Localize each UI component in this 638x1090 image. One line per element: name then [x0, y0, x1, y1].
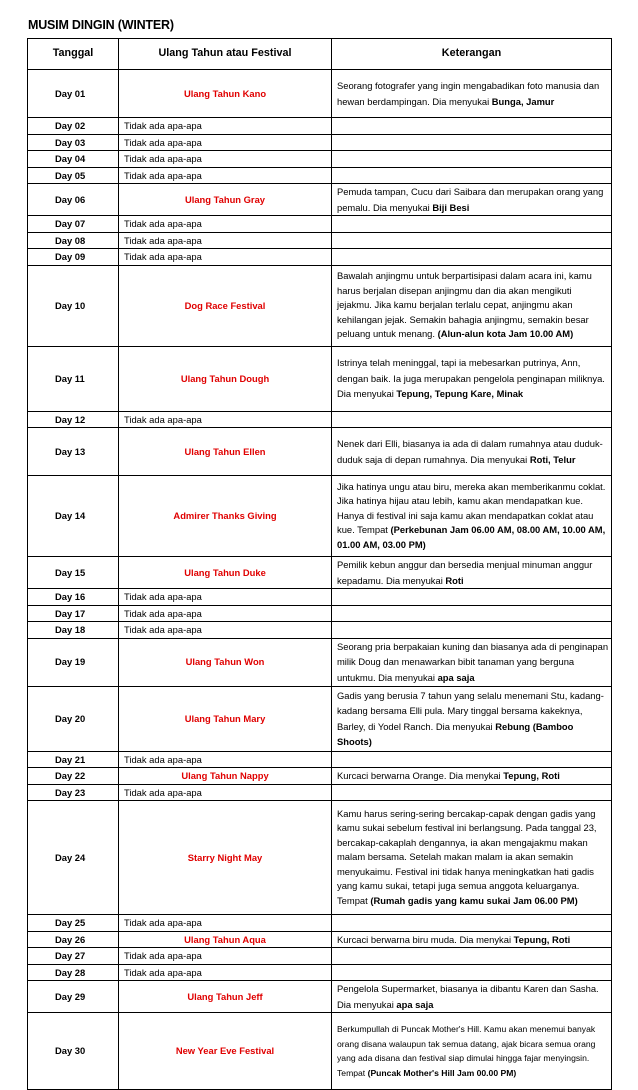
table-row: [28, 1013, 612, 1090]
festival-cell: New Year Eve Festival: [119, 1013, 332, 1090]
description-cell: [332, 622, 612, 639]
description-text: Pemilik kebun anggur dan bersedia menjual minuman anggur kepadamu. Dia menyukai: [337, 559, 593, 586]
day-cell: Day 17: [28, 605, 119, 622]
header-festival: Ulang Tahun atau Festival: [119, 39, 332, 70]
description-cell: [332, 151, 612, 168]
no-event-cell: Tidak ada apa-apa: [119, 784, 332, 801]
day-cell: Day 18: [28, 622, 119, 639]
no-event-cell: Tidak ada apa-apa: [119, 118, 332, 135]
day-cell: Day 15: [28, 557, 119, 589]
description-cell: [332, 428, 612, 476]
description-highlight: (Puncak Mother's Hill Jam 00.00 PM): [367, 1067, 517, 1078]
description-highlight: Roti: [445, 574, 464, 586]
description-cell: [332, 1013, 612, 1090]
header-tanggal: Tanggal: [28, 39, 119, 70]
festival-cell: Dog Race Festival: [119, 265, 332, 346]
description-cell: [332, 557, 612, 589]
table-row: [28, 134, 612, 151]
day-cell: Day 29: [28, 981, 119, 1013]
no-event-cell: Tidak ada apa-apa: [119, 964, 332, 981]
no-event-cell: Tidak ada apa-apa: [119, 134, 332, 151]
table-row: [28, 184, 612, 216]
table-row: [28, 638, 612, 686]
description-highlight: Tepung, Tepung Kare, Minak: [396, 388, 524, 400]
table-row: [28, 622, 612, 639]
description-text: Seorang pria berpakaian kuning dan biasanya ada di penginapan milik Doug dan menawarkan bibit tanaman yang berguna untukmu. Dia menyukai: [337, 640, 609, 683]
festival-cell: Ulang Tahun Won: [119, 638, 332, 686]
day-cell: Day 28: [28, 964, 119, 981]
day-cell: Day 11: [28, 346, 119, 411]
description-highlight: Bunga, Jamur: [491, 95, 555, 107]
description-highlight: (Alun-alun kota Jam 10.00 AM): [437, 328, 574, 340]
description-text: Pemuda tampan, Cucu dari Saibara dan merupakan orang yang pemalu. Dia menyukai: [337, 186, 604, 213]
day-cell: Day 27: [28, 948, 119, 965]
description-cell: [332, 118, 612, 135]
header-keterangan: Keterangan: [332, 39, 612, 70]
description-cell: [332, 981, 612, 1013]
day-cell: Day 20: [28, 686, 119, 751]
description-cell: [332, 232, 612, 249]
day-cell: Day 12: [28, 411, 119, 428]
description-text: Kurcaci berwarna Orange. Dia menykai: [337, 770, 504, 781]
description-cell: [332, 249, 612, 266]
table-row: [28, 346, 612, 411]
description-text: Bawalah anjingmu untuk berpartisipasi dalam acara ini, kamu harus berjalan disepan anjingmu dan dia akan mengikuti jejakmu. Jika kamu berjalan terlalu cepat, anjingmu akan kehilangan jejak. Semakin bahagia anjingmu, semakin besar peluang untuk menang.: [337, 270, 592, 340]
description-text: Nenek dari Elli, biasanya ia ada di dalam rumahnya atau duduk-duduk saja di depan rumahnya. Dia menyukai: [337, 438, 603, 465]
description-highlight: Biji Besi: [432, 201, 470, 213]
festival-cell: Ulang Tahun Aqua: [119, 931, 332, 948]
description-cell: [332, 265, 612, 346]
description-text: Istrinya telah meninggal, tapi ia mebesarkan putrinya, Ann, dengan baik. Ia juga merupakan pengelola penginapan miliknya. Dia menyukai: [337, 357, 605, 400]
festival-cell: Ulang Tahun Dough: [119, 346, 332, 411]
description-cell: [332, 411, 612, 428]
description-cell: [332, 784, 612, 801]
no-event-cell: Tidak ada apa-apa: [119, 411, 332, 428]
table-row: [28, 948, 612, 965]
festival-cell: Ulang Tahun Mary: [119, 686, 332, 751]
day-cell: Day 22: [28, 768, 119, 785]
table-row: [28, 151, 612, 168]
description-text: Gadis yang berusia 7 tahun yang selalu menemani Stu, kadang-kadang bersama Elli pula. Mary tinggal bersama kakeknya, Barley, di Yodel Ranch. Dia menyukai: [337, 689, 604, 732]
description-highlight: (Perkebunan Jam 06.00 AM, 08.00 AM, 10.00 AM, 01.00 AM, 03.00 PM): [337, 524, 606, 550]
table-row: [28, 428, 612, 476]
no-event-cell: Tidak ada apa-apa: [119, 232, 332, 249]
no-event-cell: Tidak ada apa-apa: [119, 915, 332, 932]
day-cell: Day 02: [28, 118, 119, 135]
table-row: [28, 167, 612, 184]
description-text: Seorang fotografer yang ingin mengabadikan foto manusia dan hewan berdampingan. Dia menyukai: [337, 80, 600, 107]
day-cell: Day 09: [28, 249, 119, 266]
table-row: [28, 249, 612, 266]
day-cell: Day 13: [28, 428, 119, 476]
table-row: [28, 232, 612, 249]
day-cell: Day 25: [28, 915, 119, 932]
day-cell: Day 10: [28, 265, 119, 346]
festival-cell: Ulang Tahun Duke: [119, 557, 332, 589]
table-row: [28, 931, 612, 948]
table-row: [28, 265, 612, 346]
table-row: [28, 768, 612, 785]
day-cell: Day 07: [28, 216, 119, 233]
description-cell: [332, 476, 612, 557]
no-event-cell: Tidak ada apa-apa: [119, 605, 332, 622]
day-cell: Day 21: [28, 751, 119, 768]
no-event-cell: Tidak ada apa-apa: [119, 589, 332, 606]
day-cell: Day 26: [28, 931, 119, 948]
day-cell: Day 19: [28, 638, 119, 686]
day-cell: Day 30: [28, 1013, 119, 1090]
festival-cell: Ulang Tahun Gray: [119, 184, 332, 216]
table-row: [28, 751, 612, 768]
day-cell: Day 14: [28, 476, 119, 557]
description-cell: [332, 915, 612, 932]
day-cell: Day 01: [28, 70, 119, 118]
description-cell: [332, 751, 612, 768]
day-cell: Day 16: [28, 589, 119, 606]
description-cell: [332, 605, 612, 622]
description-cell: [332, 589, 612, 606]
day-cell: Day 08: [28, 232, 119, 249]
table-row: [28, 557, 612, 589]
table-row: [28, 216, 612, 233]
description-cell: [332, 638, 612, 686]
description-cell: [332, 216, 612, 233]
table-row: [28, 411, 612, 428]
description-text: Kamu harus sering-sering bercakap-capak dengan gadis yang kamu sukai sebelum festival ini berlangsung. Pada tanggal 23, bercakap-cakaplah dengannya, ia akan mengajakmu makan malam bersama. Setelah makan malam ia akan semakin menyukaimu. Festival ini tidak hanya meningkatkan hati gadis yang kamu sukai, tetapi juga semua anggota keluarganya. Tempat: [337, 807, 597, 906]
description-cell: [332, 70, 612, 118]
table-row: [28, 589, 612, 606]
description-cell: [332, 184, 612, 216]
description-text: Pengelola Supermarket, biasanya ia dibantu Karen dan Sasha. Dia menyukai: [337, 983, 599, 1010]
table-row: [28, 981, 612, 1013]
description-highlight: Roti, Telur: [529, 453, 576, 465]
description-cell: [332, 134, 612, 151]
day-cell: Day 23: [28, 784, 119, 801]
festival-cell: Ulang Tahun Nappy: [119, 768, 332, 785]
page-title: MUSIM DINGIN (WINTER): [28, 18, 174, 32]
description-highlight: apa saja: [437, 671, 475, 683]
table-row: [28, 70, 612, 118]
description-cell: [332, 801, 612, 915]
description-cell: [332, 948, 612, 965]
no-event-cell: Tidak ada apa-apa: [119, 216, 332, 233]
festival-cell: Ulang Tahun Ellen: [119, 428, 332, 476]
description-cell: [332, 686, 612, 751]
day-cell: Day 24: [28, 801, 119, 915]
day-cell: Day 03: [28, 134, 119, 151]
description-cell: [332, 346, 612, 411]
day-cell: Day 05: [28, 167, 119, 184]
table-row: [28, 784, 612, 801]
description-text: Kurcaci berwarna biru muda. Dia menykai: [337, 933, 514, 945]
no-event-cell: Tidak ada apa-apa: [119, 151, 332, 168]
table-row: [28, 964, 612, 981]
table-row: [28, 605, 612, 622]
description-text: Berkumpullah di Puncak Mother's Hill. Kamu akan menemui banyak orang disana walaupun tak semua datang, ajak bicara semua orang yang ada disana dan festival siap dimulai hingga fajar menyingsin. Tempat: [337, 1024, 596, 1078]
festival-cell: Admirer Thanks Giving: [119, 476, 332, 557]
table-header-row: [28, 39, 612, 70]
festival-cell: Starry Night May: [119, 801, 332, 915]
no-event-cell: Tidak ada apa-apa: [119, 167, 332, 184]
description-cell: [332, 768, 612, 785]
description-highlight: apa saja: [396, 998, 434, 1010]
description-highlight: Tepung, Roti: [513, 933, 571, 945]
day-cell: Day 04: [28, 151, 119, 168]
description-cell: [332, 167, 612, 184]
description-highlight: Rebung (Bamboo Shoots): [337, 720, 574, 747]
festival-cell: Ulang Tahun Jeff: [119, 981, 332, 1013]
day-cell: Day 06: [28, 184, 119, 216]
table-row: [28, 915, 612, 932]
winter-schedule-table: [27, 38, 612, 1090]
no-event-cell: Tidak ada apa-apa: [119, 751, 332, 768]
description-cell: [332, 964, 612, 981]
description-cell: [332, 931, 612, 948]
festival-cell: Ulang Tahun Kano: [119, 70, 332, 118]
table-row: [28, 118, 612, 135]
table-row: [28, 801, 612, 915]
table-row: [28, 476, 612, 557]
no-event-cell: Tidak ada apa-apa: [119, 249, 332, 266]
no-event-cell: Tidak ada apa-apa: [119, 622, 332, 639]
description-highlight: Tepung, Roti: [503, 770, 560, 781]
no-event-cell: Tidak ada apa-apa: [119, 948, 332, 965]
description-highlight: (Rumah gadis yang kamu sukai Jam 06.00 PM): [370, 894, 578, 906]
description-text: Jika hatinya ungu atau biru, mereka akan memberikanmu coklat. Jika hatinya hijau atau lebih, kamu akan mendapatkan kue. Hanya di festival ini saja kamu akan mendapatkan coklat atau kue. Tempat: [337, 480, 606, 536]
table-row: [28, 686, 612, 751]
